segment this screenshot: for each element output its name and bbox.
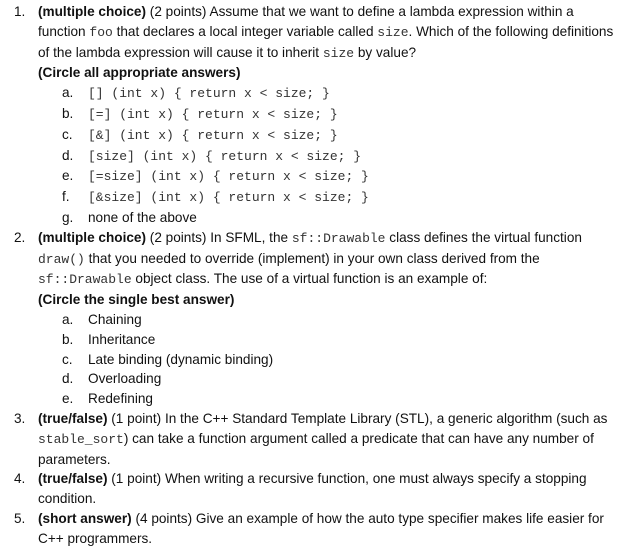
question-number: 3. [14,410,26,426]
option-letter: a. [62,311,74,327]
answer-option[interactable] [0,350,627,370]
option-text: Chaining [88,311,142,327]
option-code: [size] (int x) { return x < size; } [88,148,362,164]
answer-option[interactable] [0,104,627,125]
inline-code: size [322,45,355,61]
question-text: object class. The use of a virtual function is an example of: [135,271,488,287]
option-letter: b. [62,331,74,347]
question-text: that declares a local integer variable called [116,23,374,39]
question-number: 4. [14,471,26,487]
option-code: [=size] (int x) { return x < size; } [88,169,369,185]
question-text: Assume that we want to define a lambda expression within a function [38,4,574,39]
inline-code: sf::Drawable [38,272,132,288]
inline-code: sf::Drawable [291,230,386,246]
answer-option[interactable] [0,125,627,146]
question-text: . Which of the following definitions of the lambda expression will cause it to inherit [38,23,614,60]
question-type: (true/false) [38,471,108,487]
answer-instruction: (Circle the single best answer) [38,292,235,308]
answer-option[interactable] [0,330,627,350]
question-text: class defines the virtual function [389,229,582,245]
inline-code: foo [89,24,113,40]
question-text: by value? [357,44,417,60]
question-text: When writing a recursive function, one must always specify a stopping condition. [38,471,587,507]
option-text: Redefining [88,391,153,407]
option-letter: e. [62,391,74,407]
question-type: (short answer) [38,510,132,526]
question-type: (multiple choice) [38,229,147,245]
option-letter: c. [62,126,73,142]
question-points: (2 points) [149,4,207,19]
answer-option[interactable] [0,146,627,167]
answer-option[interactable] [0,389,627,409]
option-letter: b. [62,105,74,121]
inline-code: size [377,24,409,40]
question-text: In the C++ Standard Template Library (STL), a generic algorithm (such as [164,410,608,426]
question-4 [0,469,627,509]
question-type: (multiple choice) [38,4,147,19]
question-text: Give an example of how the auto type specifier makes life easier for C++ programmers. [38,510,604,546]
inline-code: stable_sort [38,431,124,447]
question-1 [0,2,627,83]
question-text: In SFML, the [210,229,289,245]
question-2 [0,228,627,310]
option-code: [] (int x) { return x < size; } [88,86,330,102]
question-3 [0,409,627,469]
answer-option[interactable] [0,166,627,187]
option-text: none of the above [88,209,197,225]
question-points: (2 points) [149,229,207,245]
question-text: that you needed to override (implement) in your own class derived from the [88,250,540,266]
option-code: [&] (int x) { return x < size; } [88,127,338,143]
question-points: (1 point) [111,471,162,487]
option-letter: a. [62,85,74,101]
option-text: Overloading [88,371,162,387]
question-text: ) can take a function argument called a predicate that can have any number of parameters. [38,430,594,467]
answer-option[interactable] [0,310,627,330]
question-points: (1 point) [111,410,162,426]
option-text: Inheritance [88,331,156,347]
option-letter: c. [62,351,73,367]
option-letter: e. [62,168,74,184]
answer-instruction: (Circle all appropriate answers) [38,65,241,81]
question-number: 1. [14,4,26,19]
question-points: (4 points) [135,510,193,526]
option-code: [&size] (int x) { return x < size; } [88,190,369,206]
question-number: 2. [14,229,26,245]
question-type: (true/false) [38,410,108,426]
option-letter: f. [62,189,70,205]
exam-page [0,2,627,549]
inline-code: draw() [38,251,85,267]
option-letter: d. [62,147,74,163]
option-text: Late binding (dynamic binding) [88,351,274,367]
answer-option[interactable] [0,83,627,104]
answer-option[interactable] [0,369,627,389]
question-number: 5. [14,510,26,526]
answer-option[interactable] [0,208,627,228]
option-letter: d. [62,371,74,387]
option-letter: g. [62,209,74,225]
option-code: [=] (int x) { return x < size; } [88,106,338,122]
answer-option[interactable] [0,187,627,208]
